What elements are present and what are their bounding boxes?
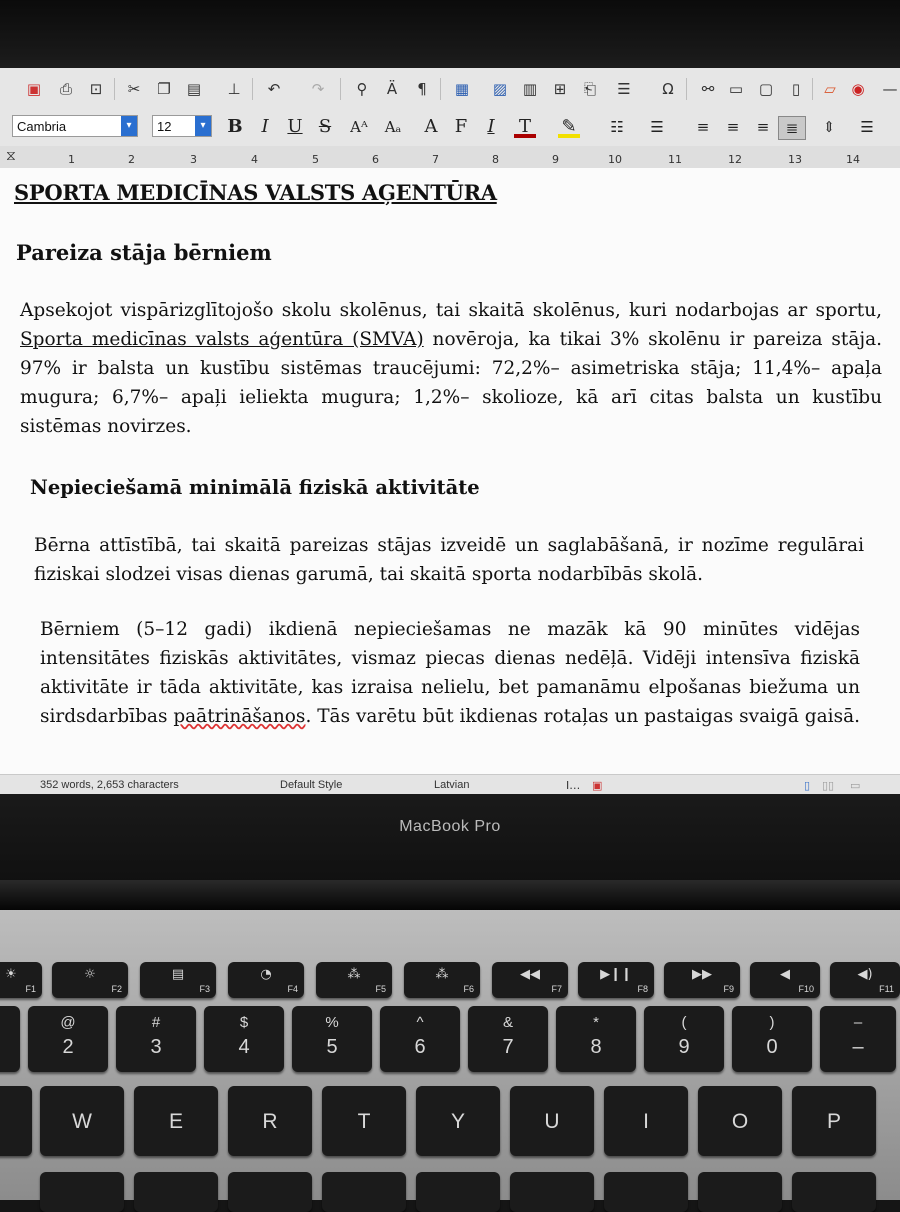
font-size-value: 12 — [157, 119, 172, 134]
key-label: F7 — [551, 984, 562, 994]
key-f11[interactable] — [830, 962, 900, 998]
book-view-icon[interactable]: ▭ — [850, 779, 861, 792]
ruler-tick: 14 — [846, 153, 860, 166]
text-language[interactable]: Latvian — [434, 779, 470, 791]
paragraph-text: novēroja, ka tikai 3% skolēnu ir pareiza stāja. 97% ir balsta un kustību sistēmas traucējumi: 72,2%– asimetriska stāja; 11,4%– apaļa mugura; 6,7%– apaļi ieliekta mugura; 1,2%– skolioze, kā arī citas balsta un kustību sistēmas novirzes. — [20, 329, 882, 437]
track-changes-icon[interactable]: ▯ — [791, 80, 801, 98]
record-icon[interactable]: ◉ — [851, 80, 865, 98]
export-pdf-icon[interactable]: ▣ — [26, 80, 42, 98]
rewind-icon: ◀◀ — [520, 967, 540, 982]
key-3[interactable] — [116, 1006, 196, 1072]
key-label: 8 — [590, 1036, 602, 1058]
toolbar-divider — [340, 78, 341, 100]
hyperlink-icon[interactable]: ⚯ — [701, 80, 715, 98]
underline-button[interactable]: U — [287, 116, 303, 137]
key-label: – — [853, 1014, 863, 1031]
chevron-down-icon[interactable]: ▾ — [121, 116, 137, 136]
key-label: Y — [450, 1110, 465, 1133]
key-label: F2 — [111, 984, 122, 994]
section-heading-posture: Pareiza stāja bērniem — [16, 240, 272, 265]
key-label: U — [544, 1110, 560, 1133]
writer-window — [0, 68, 900, 794]
key-label: & — [502, 1014, 513, 1031]
page-style[interactable]: Default Style — [280, 779, 343, 791]
horizontal-ruler[interactable] — [0, 146, 900, 169]
key-f[interactable] — [228, 1172, 312, 1212]
paragraph-children — [40, 615, 860, 731]
formatting-marks-icon[interactable]: ¶ — [417, 80, 427, 98]
footnote-icon[interactable]: ▭ — [728, 80, 744, 98]
document-title: SPORTA MEDICĪNAS VALSTS AĢENTŪRA — [14, 180, 497, 205]
ruler-tick: 3 — [190, 153, 197, 166]
key-f2[interactable] — [52, 962, 128, 998]
align-left-icon[interactable]: ≡ — [696, 118, 710, 136]
align-right-icon[interactable]: ≡ — [756, 118, 770, 136]
key-label: O — [731, 1110, 749, 1133]
document-modified-icon[interactable]: ▣ — [592, 779, 603, 792]
print-preview-icon[interactable]: ⊡ — [89, 80, 103, 98]
mission-control-icon: ▤ — [171, 967, 185, 982]
key-label: F1 — [25, 984, 36, 994]
key-label: T — [357, 1110, 371, 1133]
key-label: ) — [769, 1014, 775, 1031]
keyboard-light-down-icon: ⁂ — [347, 967, 361, 982]
key-f7[interactable] — [492, 962, 568, 998]
key-label: F4 — [287, 984, 298, 994]
undo-icon[interactable]: ↶ — [267, 80, 281, 98]
brightness-up-icon: ☼ — [84, 967, 96, 982]
key-4[interactable] — [204, 1006, 284, 1072]
key-p[interactable] — [792, 1086, 876, 1156]
key-t[interactable] — [322, 1086, 406, 1156]
key-2[interactable] — [28, 1006, 108, 1072]
toolbar-divider — [114, 78, 115, 100]
key-label: 9 — [678, 1036, 690, 1058]
key-label: F10 — [798, 984, 814, 994]
mute-icon: ◀ — [780, 967, 790, 982]
key-i[interactable] — [604, 1086, 688, 1156]
key-label: W — [72, 1110, 92, 1133]
key-label: 7 — [502, 1036, 514, 1058]
ruler-tick: 10 — [608, 153, 622, 166]
copy-icon[interactable]: ❐ — [157, 80, 171, 98]
key-label: F9 — [723, 984, 734, 994]
fast-forward-icon: ▶▶ — [692, 967, 712, 982]
key-f6[interactable] — [404, 962, 480, 998]
insert-pagebreak-icon[interactable]: ⎗ — [583, 80, 596, 98]
font-color-icon[interactable]: T — [514, 116, 536, 138]
align-center-icon[interactable]: ≡ — [726, 118, 740, 136]
key-6[interactable] — [380, 1006, 460, 1072]
insert-mode-icon[interactable]: I… — [566, 779, 581, 792]
draw-line-icon[interactable]: — — [882, 80, 898, 98]
ruler-tick: 4 — [251, 153, 258, 166]
indent-marker-icon[interactable]: ⧖ — [6, 148, 16, 164]
key-label: F6 — [463, 984, 474, 994]
ruler-tick: 9 — [552, 153, 559, 166]
ruler-tick: 7 — [432, 153, 439, 166]
key-u[interactable] — [510, 1086, 594, 1156]
key-label: I — [643, 1110, 649, 1133]
print-icon[interactable]: ⎙ — [59, 80, 72, 98]
toolbar-divider — [440, 78, 441, 100]
insert-textbox-icon[interactable]: ⊞ — [553, 80, 567, 98]
key-f8[interactable] — [578, 962, 654, 998]
play-pause-icon: ▶❙❙ — [600, 967, 632, 982]
standard-toolbar — [0, 68, 900, 111]
italic-button[interactable]: I — [261, 116, 269, 137]
key-1[interactable] — [0, 1006, 20, 1072]
toolbar-divider — [252, 78, 253, 100]
paragraph-activity: Bērna attīstībā, tai skaitā pareizas stājas izveidē un saglabāšanā, ir nozīme regulārai fiziskai slodzei visas dienas garumā, tai skaitā sporta nodarbībās skolā. — [34, 535, 864, 585]
subscript-button[interactable]: Aₐ — [384, 118, 402, 136]
key-label: 6 — [414, 1036, 426, 1058]
key-label: @ — [60, 1014, 76, 1031]
document-page[interactable] — [0, 168, 900, 774]
laptop-hinge — [0, 880, 900, 910]
screen-bezel — [0, 0, 900, 68]
key-label: F11 — [879, 984, 894, 994]
key-minus[interactable] — [820, 1006, 896, 1072]
insert-image-icon[interactable]: ▨ — [492, 80, 508, 98]
key-f9[interactable] — [664, 962, 740, 998]
key-semicolon[interactable] — [792, 1172, 876, 1212]
shapes-icon[interactable]: ▱ — [824, 80, 836, 98]
key-y[interactable] — [416, 1086, 500, 1156]
multi-page-view-icon[interactable]: ▯▯ — [822, 779, 835, 792]
paragraph-text: . Tās varētu būt ikdienas rotaļas un pastaigas svaigā gaisā. — [305, 706, 860, 727]
comment-icon[interactable]: ▢ — [758, 80, 774, 98]
superscript-button[interactable]: Aᴬ — [350, 118, 368, 136]
paste-icon[interactable]: ▤ — [186, 80, 202, 98]
key-label: F5 — [375, 984, 386, 994]
key-label: F3 — [199, 984, 210, 994]
ruler-tick: 2 — [128, 153, 135, 166]
key-label: R — [262, 1110, 278, 1133]
key-h[interactable] — [416, 1172, 500, 1212]
find-replace-icon[interactable]: ⚲ — [356, 80, 368, 98]
font-name-select[interactable] — [12, 115, 138, 137]
insert-field-icon[interactable]: ☰ — [617, 80, 631, 98]
key-label: * — [593, 1014, 599, 1031]
dashboard-icon: ◔ — [260, 967, 272, 982]
volume-down-icon: ◀) — [857, 967, 873, 982]
key-k[interactable] — [604, 1172, 688, 1212]
key-g[interactable] — [322, 1172, 406, 1212]
key-label: – — [852, 1036, 864, 1058]
ruler-tick: 8 — [492, 153, 499, 166]
keyboard — [0, 910, 900, 1200]
toolbar-divider — [812, 78, 813, 100]
paragraph-spacing-icon[interactable]: ☰ — [860, 118, 874, 136]
key-label: # — [151, 1014, 161, 1031]
key-8[interactable] — [556, 1006, 636, 1072]
key-label: F8 — [637, 984, 648, 994]
single-page-view-icon[interactable]: ▯ — [804, 779, 811, 792]
key-f3[interactable] — [140, 962, 216, 998]
key-f5[interactable] — [316, 962, 392, 998]
ruler-tick: 6 — [372, 153, 379, 166]
section-heading-activity: Nepieciešamā minimālā fiziskā aktivitāte — [30, 476, 480, 499]
ruler-tick: 11 — [668, 153, 682, 166]
misspelled-word[interactable]: paātrināšanos — [173, 706, 306, 727]
ruler-tick: 12 — [728, 153, 742, 166]
font-effects-button[interactable]: I — [487, 116, 495, 137]
key-label: 3 — [150, 1036, 162, 1058]
key-label: $ — [239, 1014, 249, 1031]
paragraph-posture — [20, 296, 882, 441]
outline-button[interactable]: F — [454, 116, 468, 137]
clone-formatting-icon[interactable]: ⊥ — [227, 80, 241, 98]
ruler-tick: 5 — [312, 153, 319, 166]
key-e[interactable] — [134, 1086, 218, 1156]
key-label: 2 — [62, 1036, 74, 1058]
key-label: ^ — [416, 1014, 424, 1031]
key-label: E — [168, 1110, 183, 1133]
insert-chart-icon[interactable]: ▥ — [522, 80, 538, 98]
brightness-down-icon: ☀ — [5, 967, 17, 982]
key-d[interactable] — [134, 1172, 218, 1212]
key-q[interactable] — [0, 1086, 32, 1156]
bullet-list-icon[interactable]: ☷ — [610, 118, 624, 136]
strikethrough-button[interactable]: S — [318, 116, 332, 137]
bold-button[interactable]: B — [227, 116, 243, 137]
key-label: ( — [681, 1014, 687, 1031]
paragraph-text: Apsekojot vispārizglītojošo skolu skolēnus, tai skaitā skolēnus, kuri nodarbojas ar sportu, — [20, 300, 882, 321]
spelling-icon[interactable]: Ä — [386, 80, 398, 98]
key-9[interactable] — [644, 1006, 724, 1072]
key-f4[interactable] — [228, 962, 304, 998]
key-f1[interactable] — [0, 962, 42, 998]
cut-icon[interactable]: ✂ — [127, 80, 141, 98]
key-label: 0 — [766, 1036, 778, 1058]
font-name-value: Cambria — [17, 119, 67, 134]
lower-bezel — [0, 794, 900, 894]
justify-icon[interactable]: ≣ — [778, 116, 806, 140]
key-j[interactable] — [510, 1172, 594, 1212]
font-size-select[interactable] — [152, 115, 212, 137]
key-l[interactable] — [698, 1172, 782, 1212]
chevron-down-icon[interactable]: ▾ — [195, 116, 211, 136]
key-label: 4 — [238, 1036, 250, 1058]
key-o[interactable] — [698, 1086, 782, 1156]
word-count[interactable]: 352 words, 2,653 characters — [40, 779, 179, 791]
key-7[interactable] — [468, 1006, 548, 1072]
shadow-button[interactable]: A — [424, 116, 438, 137]
laptop-brand: MacBook Pro — [399, 818, 501, 835]
line-spacing-icon[interactable]: ⇕ — [822, 118, 836, 136]
toolbar-divider — [686, 78, 687, 100]
key-s[interactable] — [40, 1172, 124, 1212]
redo-icon[interactable]: ↷ — [311, 80, 325, 98]
insert-table-icon[interactable]: ▦ — [454, 80, 470, 98]
key-label: % — [325, 1014, 339, 1031]
key-0[interactable] — [732, 1006, 812, 1072]
special-character-icon[interactable]: Ω — [662, 80, 674, 98]
ruler-tick: 1 — [68, 153, 75, 166]
key-f10[interactable] — [750, 962, 820, 998]
highlight-color-icon[interactable]: ✎ — [558, 116, 580, 138]
numbered-list-icon[interactable]: ☰ — [650, 118, 664, 136]
paragraph-text: Bērniem (5–12 gadi) ikdienā nepieciešamas ne mazāk kā 90 minūtes vidējas intensitātes fiziskās aktivitātes, vismaz piecas dienas nedēļā. Vidēji intensīva fiziskā aktivitāte ir tāda aktivitāte, kas izraisa nelielu, bet pamanāmu elpošanas biežuma un sirdsdarbības — [40, 619, 860, 727]
keyboard-light-up-icon: ⁂ — [435, 967, 449, 982]
status-bar — [0, 774, 900, 794]
ruler-tick: 13 — [788, 153, 802, 166]
key-label: 5 — [326, 1036, 338, 1058]
formatting-toolbar — [0, 110, 900, 147]
key-r[interactable] — [228, 1086, 312, 1156]
key-w[interactable] — [40, 1086, 124, 1156]
agency-link[interactable]: Sporta medicīnas valsts aģentūra (SMVA) — [20, 329, 424, 350]
key-label: P — [826, 1110, 841, 1133]
key-5[interactable] — [292, 1006, 372, 1072]
